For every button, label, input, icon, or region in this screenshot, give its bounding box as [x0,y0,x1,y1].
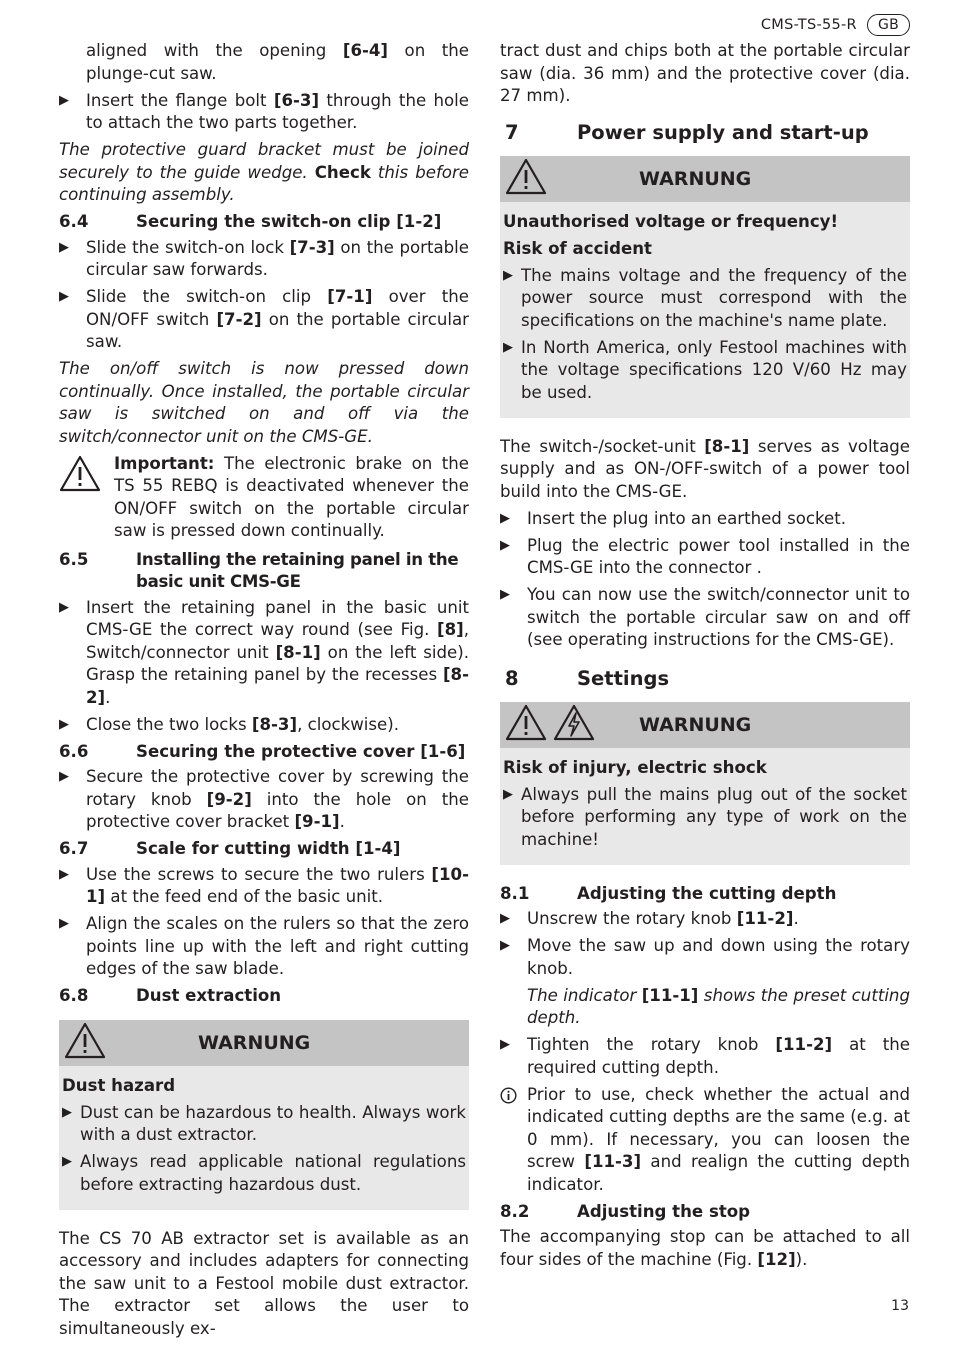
warning-triangle-icon [64,1022,106,1064]
doc-code: CMS-TS-55-R [760,17,857,33]
bullet-item: ▶ Insert the flange bolt [6-3] through the hole to attach the two parts together. [59,90,469,135]
bullet-item: ▶ Secure the protective cover by screwing the rotary knob [9-2] into the hole on the protective cover bracket [9-1]. [59,766,469,834]
right-column [500,40,910,1276]
warning-item: ▶ In North America, only Festool machines with the voltage specifications 120 V/60 Hz may be used. [503,337,907,405]
page-number: 13 [891,1298,909,1314]
bullet-arrow-icon: ▶ [59,716,69,732]
bullet-item: ▶ Unscrew the rotary knob [11-2]. [500,908,910,931]
section-heading-6-7: 6.7 Scale for cutting width [1-4] [59,839,401,858]
note-paragraph: The indicator [11-1] shows the preset cutting depth. [527,985,910,1027]
bullet-arrow-icon: ▶ [59,916,69,931]
warning-item: ▶ Always pull the mains plug out of the socket before performing any type of work on the machine! [503,784,907,852]
bullet-item: ▶ Slide the switch-on clip [7-1] over the ON/OFF switch [7-2] on the portable circular saw. [59,286,469,354]
bullet-arrow-icon: ▶ [503,339,513,355]
bullet-item: ▶ Move the saw up and down using the rotary knob. [500,935,910,980]
bullet-arrow-icon: ▶ [500,911,510,926]
language-badge: GB [867,14,910,36]
bullet-arrow-icon: ▶ [59,239,69,255]
bullet-arrow-icon: ▶ [503,786,513,802]
warning-item: ▶ The mains voltage and the frequency of the power source must correspond with the specifications on the machine's name plate. [503,265,907,333]
bullet-item: ▶ Close the two locks [8-3], clockwise). [59,714,469,737]
warning-label: WARNUNG [198,1031,311,1054]
bullet-arrow-icon: ▶ [500,1037,510,1052]
electric-hazard-icon [553,704,595,746]
bullet-arrow-icon: ▶ [59,92,69,108]
bullet-item: ▶ Slide the switch-on lock [7-3] on the portable circular saw forwards. [59,237,469,282]
bullet-item: ▶ Insert the plug into an earthed socket. [500,508,910,531]
warning-header [59,1020,469,1066]
bullet-arrow-icon: ▶ [500,587,510,602]
warning-triangle-icon [505,704,547,746]
warning-subtitle: Risk of accident [503,238,652,258]
section-heading-8-2: 8.2 Adjusting the stop [500,1201,751,1221]
left-column [59,40,469,1345]
warning-title: Dust hazard [62,1075,176,1095]
paragraph: tract dust and chips both at the portable circular saw (dia. 36 mm) and the protective cover (dia. 27 mm). [500,41,910,105]
bullet-arrow-icon: ▶ [59,769,69,784]
section-heading-6-6: 6.6 Securing the protective cover [1-6] [59,741,466,761]
section-heading-6-8: 6.8 Dust extraction [59,986,282,1005]
warning-box-dust [59,1020,469,1210]
bullet-arrow-icon: ▶ [59,866,69,882]
warning-label: WARNUNG [639,713,752,736]
section-heading-6-5: 6.5 Installing the retaining panel in the basic unit CMS-GE [59,549,459,591]
bullet-item: ▶ Tighten the rotary knob [11-2] at the required cutting depth. [500,1034,910,1079]
bullet-arrow-icon: ▶ [62,1104,72,1120]
warning-box-electric [500,702,910,865]
note-paragraph: The protective guard bracket must be joined securely to the guide wedge. Check this before continuing assembly. [59,140,469,204]
section-heading-7: 7 Power supply and start-up [505,120,869,144]
warning-triangle-icon [505,158,547,200]
bullet-arrow-icon: ▶ [500,537,510,553]
bullet-arrow-icon: ▶ [500,938,510,953]
bullet-arrow-icon: ▶ [59,599,69,615]
bullet-item: ▶ Plug the electric power tool installed in the CMS-GE into the connector . [500,535,910,580]
info-note: Prior to use, check whether the actual and indicated cutting depths are the same (e.g. at 0 mm). If necessary, you can loosen the screw [11-3] and realign the cutting depth indicator. [500,1084,910,1197]
section-heading-6-4: 6.4 Securing the switch-on clip [1-2] [59,212,442,231]
bullet-arrow-icon: ▶ [503,267,513,283]
paragraph: The switch-/socket-unit [8-1] serves as voltage supply and as ON-/OFF-switch of a power tool build into the CMS-GE. [500,436,910,501]
warning-header [500,702,910,748]
page-header [761,14,910,36]
bullet-arrow-icon: ▶ [62,1154,72,1169]
bullet-arrow-icon: ▶ [59,289,69,304]
warning-box-voltage [500,156,910,418]
warning-item: ▶ Dust can be hazardous to health. Always work with a dust extractor. [62,1102,466,1147]
paragraph: The accompanying stop can be attached to all four sides of the machine (Fig. [12]). [500,1227,910,1269]
bullet-item: ▶ Align the scales on the rulers so that the zero points line up with the left and right cutting edges of the saw blade. [59,913,469,981]
paragraph: The CS 70 AB extractor set is available as an accessory and includes adapters for connecting the saw unit to a Festool mobile dust extractor. The extractor set allows the user to simultaneously ex- [59,1228,469,1338]
section-heading-8-1: 8.1 Adjusting the cutting depth [500,883,837,903]
warning-header [500,156,910,202]
bullet-item: ▶ Insert the retaining panel in the basic unit CMS-GE the correct way round (see Fig. [8], Switch/connector unit [8-1] on the left side). Grasp the retaining panel by the recesses [8-2]. [59,597,469,710]
warning-label: WARNUNG [639,167,752,190]
bullet-arrow-icon: ▶ [500,510,510,526]
warning-title: Risk of injury, electric shock [503,757,767,777]
warning-triangle-icon [59,453,114,543]
warning-item: ▶ Always read applicable national regulations before extracting hazardous dust. [62,1151,466,1196]
info-icon [500,1084,527,1197]
bullet-item: ▶ Use the screws to secure the two rulers [10-1] at the feed end of the basic unit. [59,864,469,909]
paragraph: aligned with the opening [6-4] on the plunge-cut saw. [86,41,469,83]
warning-title: Unauthorised voltage or frequency! [503,211,839,231]
bullet-item: ▶ You can now use the switch/connector unit to switch the portable circular saw on and off (see operating instructions for the CMS-GE). [500,584,910,652]
section-heading-8: 8 Settings [505,666,670,690]
note-paragraph: The on/off switch is now pressed down continually. Once installed, the portable circular saw is switched on and off via the switch/connector unit on the CMS-GE. [59,359,469,446]
important-notice: Important: The electronic brake on the TS 55 REBQ is deactivated whenever the ON/OFF switch on the portable circular saw is pressed down continually. [59,453,469,543]
